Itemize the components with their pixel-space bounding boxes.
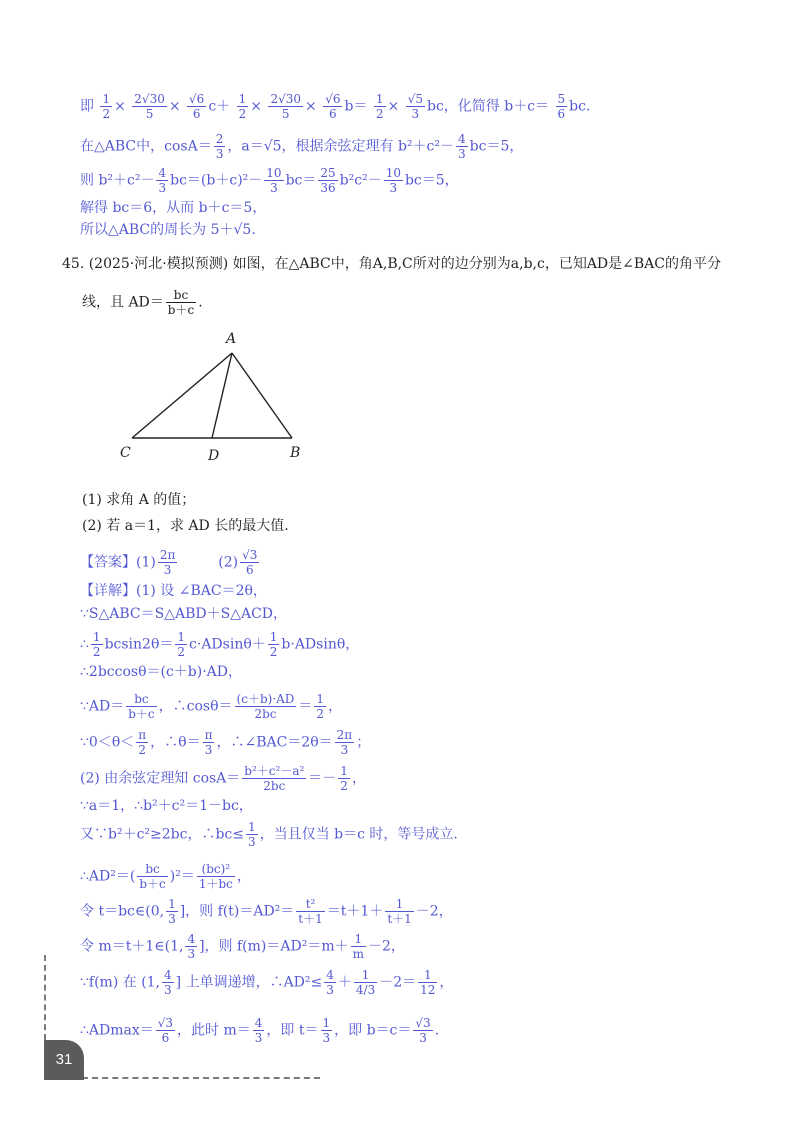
solution-line-1: 【详解】(1) 设 ∠BAC＝2θ，	[80, 583, 267, 599]
solution-tag: 【详解】	[80, 583, 136, 599]
solution-line-14: ∴ADmax＝ $\frac{√3}{6}$ ，此时 m＝ $\frac{4}{3}$ ，即 t＝ $\frac{1}{3}$ ，即 b＝c＝ $\frac{√3}{3}$ .	[80, 1016, 440, 1045]
label-c: C	[120, 445, 131, 461]
side-ca	[132, 353, 232, 438]
prev-solution-line-3: 则 b²＋c²－ $\frac{4}{3}$ bc＝(b＋c)²－ $\frac{10}{3}$ bc＝ $\frac{25}{36}$ b²c²－ $\frac{10}{3}$ bc＝5，	[80, 166, 459, 195]
solution-line-6: ∵0＜θ＜ $\frac{\pi}{2}$ ，∴θ＝ $\frac{\pi}{3}$ ，∴∠BAC＝2θ＝ $\frac{2\pi}{3}$ ；	[80, 728, 371, 757]
answer-tag: 【答案】	[80, 554, 136, 571]
prev-solution-line-5: 所以△ABC的周长为 5＋√5.	[80, 222, 256, 238]
solution-line-9: 又∵b²＋c²≥2bc，∴bc≤ $\frac{1}{3}$ ，当且仅当 b＝c 时，等号成立.	[80, 820, 458, 849]
solution-line-8: ∵a＝1，∴b²＋c²＝1－bc，	[80, 798, 253, 814]
prev-solution-line-1: 即 $\frac{1}{2}$ × $\frac{2√30}{5}$ × $\frac{√6}{6}$ c＋ $\frac{1}{2}$ × $\frac{2√30}{5}$ × $\frac{√6}{6}$ b＝ $\frac{1}{2}$ × $\frac{√5}{3}$ bc，化简得 b＋c＝ $\frac{5}{6}$ bc.	[80, 92, 591, 121]
problem-number: 45.	[62, 256, 85, 272]
problem-statement-line-1: 45. (2025·河北·模拟预测) 如图，在△ABC中，角A,B,C所对的边分别为a,b,c，已知AD是∠BAC的角平分	[62, 256, 721, 272]
solution-line-13: ∵f(m) 在 (1, $\frac{4}{3}$ ] 上单调递增，∴AD²≤ $\frac{4}{3}$ ＋ $\frac{1}{4/3}$ －2＝ $\frac{1}{12}$ ，	[80, 968, 454, 997]
solution-line-3: ∴ $\frac{1}{2}$ bcsin2θ＝ $\frac{1}{2}$ c·ADsinθ＋ $\frac{1}{2}$ b·ADsinθ，	[80, 630, 360, 659]
solution-line-11: 令 t＝bc∈(0, $\frac{1}{3}$ ]，则 f(t)＝AD²＝ $\frac{\text{t²}}{t+1}$ ＝t＋1＋ $\frac{1}{t+1}$ －2，	[80, 897, 453, 926]
margin-dashed-line-horizontal	[82, 1077, 320, 1079]
label-a: A	[226, 331, 237, 347]
solution-line-5: ∵AD＝ $\frac{bc}{b+c}$ ，∴cosθ＝ $\frac{(c+b)\cdot AD}{2bc}$ ＝ $\frac{1}{2}$ ，	[80, 692, 343, 721]
prev-solution-line-4: 解得 bc＝6，从而 b＋c＝5，	[80, 200, 267, 216]
solution-line-12: 令 m＝t＋1∈(1, $\frac{4}{3}$ ]，则 f(m)＝AD²＝m＋ $\frac{1}{m}$ －2，	[80, 932, 405, 961]
solution-line-10: ∴AD²＝( $\frac{bc}{b+c}$ )²＝ $\frac{\text{(bc)²}}{1+bc}$ ，	[80, 862, 251, 891]
solution-line-2: ∵S△ABC＝S△ABD＋S△ACD，	[80, 606, 288, 622]
bisector-ad	[212, 353, 232, 438]
prev-solution-line-2: 在△ABC中，cosA＝ $\frac{2}{3}$ ，a＝√5，根据余弦定理有 b²＋c²－ $\frac{4}{3}$ bc＝5，	[80, 132, 524, 161]
label-d: D	[208, 448, 220, 464]
answer-line: 【答案】(1) $\frac{2\pi}{3}$ (2) $\frac{√3}{6}$	[80, 548, 258, 577]
label-b: B	[290, 445, 301, 461]
problem-statement-line-2: 线，且 AD＝ $\frac{bc}{b+c}$ .	[82, 288, 203, 317]
problem-source: (2025·河北·模拟预测)	[88, 256, 229, 272]
question-2: (2) 若 a＝1，求 AD 长的最大值.	[82, 518, 289, 534]
triangle-figure	[110, 325, 320, 470]
solution-line-7: (2) 由余弦定理知 cosA＝ $\frac{\text{b²＋c²－a²}}{2bc}$ ＝－ $\frac{1}{2}$ ，	[80, 764, 366, 793]
side-ab	[232, 353, 292, 438]
margin-dashed-line-vertical	[44, 955, 46, 1040]
solution-line-4: ∴2bccosθ＝(c＋b)·AD，	[80, 664, 243, 680]
question-1: (1) 求角 A 的值；	[82, 492, 196, 508]
page-number-tab: 31	[44, 1040, 84, 1080]
